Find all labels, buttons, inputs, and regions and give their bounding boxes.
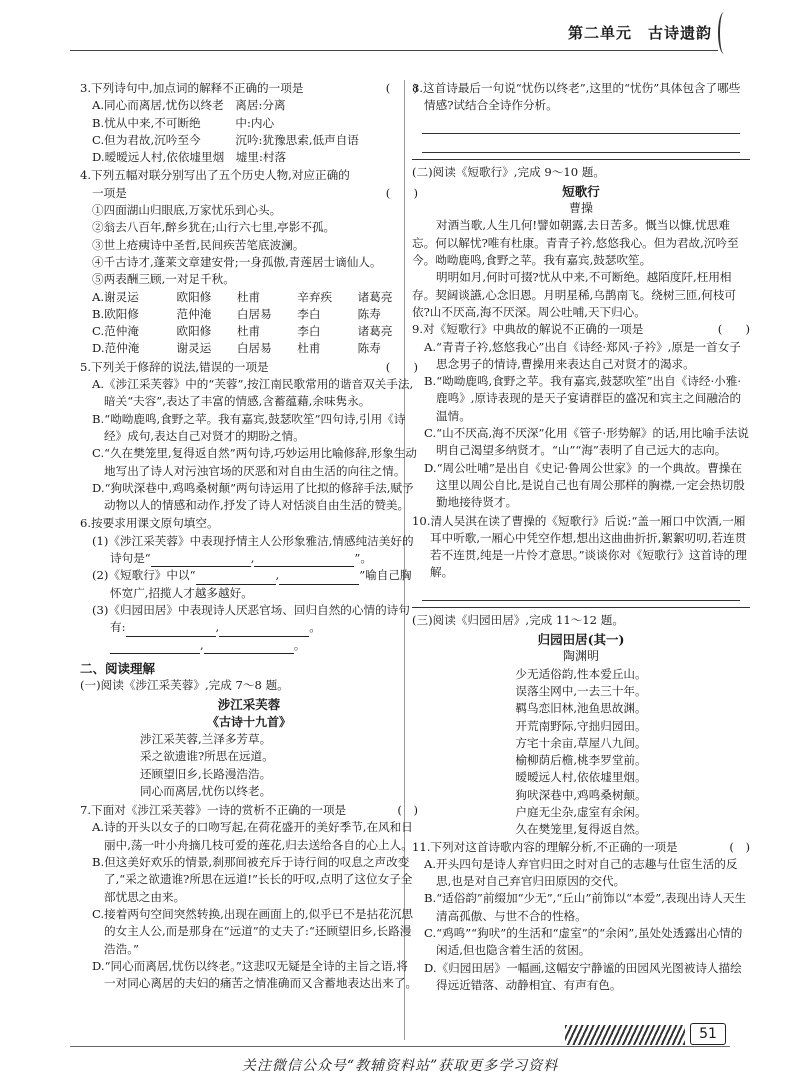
unit-title: 第二单元 古诗遗韵 [567, 24, 712, 42]
reading-instruction: (一)阅读《涉江采芙蓉》,完成 7～8 题。 [80, 678, 289, 693]
option-b[interactable]: B.欧阳修 范仲淹 白居易 李白 陈寿 [92, 306, 381, 321]
option-c[interactable]: C.“鸡鸣”“狗吠”的生活和“虚室”的“余闲”,虽处处透露出心情的闲适,但也隐含着生活的贫困。 [424, 926, 743, 958]
option-c[interactable]: C.接着两句空间突然转换,出现在画面上的,似乎已不是拈花沉思的女主人公,而是那身在“远道”的丈夫了:“还顾望旧乡,长路漫浩浩。” [92, 906, 413, 956]
page-number: 51 [690, 1023, 726, 1045]
poem-line: 采之欲遗谁?所思在远道。 [140, 749, 274, 764]
poem-line: 榆柳荫后檐,桃李罗堂前。 [515, 753, 647, 768]
fill-item-2: (2)《短歌行》中以“ , ”喻自己胸怀宽广,招揽人才越多越好。 [92, 568, 412, 600]
section-divider [412, 159, 750, 160]
question-stem: 4.下列五幅对联分别写出了五个历史人物,对应正确的 [80, 168, 350, 183]
fill-item-3: (3)《归园田居》中表现诗人厌恶官场、回归自然的心情的诗句有: , 。 , 。 [80, 602, 418, 654]
answer-paren[interactable]: ( ) [385, 359, 418, 374]
page-header [0, 12, 800, 52]
footer-note: 关注微信公众号“教辅资料站”获取更多学习资料 [241, 1058, 559, 1074]
couplet: ①四面湖山归眼底,万家忧乐到心头。 [92, 203, 282, 218]
answer-blank[interactable] [126, 624, 216, 637]
option-a[interactable]: A.谢灵运 欧阳修 杜甫 辛弃疾 诸葛亮 [92, 289, 393, 304]
option-d[interactable]: D.《归园田居》一幅画,这幅安宁静谧的田园风光图被诗人描绘得远近错落、动静相宜、有声有色。 [424, 960, 742, 992]
option-c[interactable]: C.“山不厌高,海不厌深”化用《管子·形势解》的话,用比喻手法说明自己渴望多纳贤才。“山”“海”表明了自己远大的志向。 [424, 426, 749, 458]
right-column [412, 80, 750, 995]
answer-blank[interactable] [254, 554, 354, 567]
couplet: ⑤两表酬三顾,一对足千秋。 [92, 272, 235, 287]
option-d[interactable]: D.暧暧远人村,依依墟里烟 墟里:村落 [92, 150, 287, 165]
option-d[interactable]: D.“同心而离居,忧伤以终老。”这悲叹无疑是全诗的主旨之语,将一对同心离居的夫妇的痛苦之情准确而又含蓄地表达出来了。 [92, 958, 418, 991]
answer-line[interactable] [422, 115, 740, 134]
question-6 [80, 515, 418, 653]
option-b[interactable]: B.但这美好欢乐的情景,刹那间被充斥于诗行间的叹息之声改变了,“采之欲遗谁?所思在远道!”长长的吁叹,点明了这位女子全部忧思之由来。 [92, 855, 413, 904]
poem-line: 久在樊笼里,复得返自然。 [515, 822, 647, 837]
poem-line: 方宅十余亩,草屋八九间。 [515, 735, 647, 750]
option-a[interactable]: A.开头四句是诗人弃官归田之时对自己的志趣与仕宦生活的反思,也是对自己弃官归田原因的交代。 [424, 856, 738, 889]
question-stem: 7.下面对《涉江采芙蓉》一诗的赏析不正确的一项是 [80, 803, 347, 818]
option-c[interactable]: C.但为君故,沉吟至今 沉吟:犹豫思索,低声自语 [92, 132, 359, 147]
question-9 [412, 321, 750, 511]
question-stem: 3.下列诗句中,加点词的解释不正确的一项是 [80, 81, 304, 95]
option-c[interactable]: C.“久在樊笼里,复得返自然”两句诗,巧妙运用比喻修辞,形象生动地写出了诗人对污浊官场的厌恶和对自由生活的向往之情。 [92, 446, 417, 478]
poem-line: 狗吠深巷中,鸡鸣桑树颠。 [515, 787, 647, 802]
question-stem: 11.下列对这首诗歌内容的理解分析,不正确的一项是 [412, 839, 678, 854]
answer-line[interactable] [422, 582, 740, 601]
answer-line[interactable] [422, 134, 740, 153]
header-decoration [718, 12, 730, 54]
answer-paren[interactable]: ( ) [717, 322, 750, 337]
poem-line: 同心而离居,忧伤以终老。 [140, 783, 272, 798]
poem-line: 户庭无尘杂,虚室有余闲。 [515, 804, 647, 819]
answer-blank[interactable] [279, 572, 359, 585]
poem-line: 误落尘网中,一去三十年。 [515, 683, 647, 698]
question-stem: 9.对《短歌行》中典故的解说不正确的一项是 [412, 322, 644, 337]
left-column [80, 80, 418, 993]
option-b[interactable]: B.忧从中来,不可断绝 中:内心 [92, 115, 275, 130]
footer-divider [70, 1046, 730, 1047]
poem-title: 归园田居(其一) [537, 632, 625, 648]
option-d[interactable]: D.范仲淹 谢灵运 白居易 杜甫 陈寿 [92, 341, 381, 356]
answer-blank[interactable] [219, 624, 309, 637]
poem-title: 涉江采芙蓉 [217, 697, 281, 713]
poem-text: 明明如月,何时可掇?忧从中来,不可断绝。越陌度阡,枉用相存。契阔谈讌,心念旧恩。月明星稀,乌鹊南飞。绕树三匝,何枝可依?山不厌高,海不厌深。周公吐哺,天下归心。 [412, 270, 737, 319]
poem-line: 涉江采芙蓉,兰泽多芳草。 [140, 731, 272, 746]
header-divider [70, 50, 718, 51]
answer-blank[interactable] [151, 554, 251, 567]
poem-title: 短歌行 [562, 183, 600, 199]
option-b[interactable]: B.“适俗韵”前缀加“少无”,“丘山”前饰以“本爱”,表现出诗人天生清高孤傲、与世不合的性格。 [424, 891, 747, 923]
option-b[interactable]: B.“呦呦鹿鸣,食野之苹。我有嘉宾,鼓瑟吹笙”出自《诗经·小雅·鹿鸣》,原诗表现的是天子宴请群臣的盛况和宾主之间融洽的温情。 [424, 374, 742, 423]
question-stem: 5.下列关于修辞的说法,错误的一项是 [80, 359, 269, 374]
question-stem: 8.这首诗最后一句说“忧伤以终老”,这里的“忧伤”具体包含了哪些情感?试结合全诗作分析。 [412, 81, 741, 113]
question-11 [412, 839, 750, 995]
poem-line: 羁鸟恋旧林,池鱼思故渊。 [515, 701, 647, 716]
reading-instruction: (二)阅读《短歌行》,完成 9～10 题。 [412, 164, 605, 179]
poem-author: 曹操 [568, 201, 593, 216]
question-stem: 10.清人吴淇在读了曹操的《短歌行》后说:“盖一厢口中饮酒,一厢耳中听歌,一厢心中凭空作想,想出这曲曲折折,絮絮叨叨,若连贯若不连贯,纯是一片怜才意思。”谈谈你对《短歌行》这首诗的理解。 [412, 513, 747, 580]
question-5 [80, 359, 418, 515]
option-d[interactable]: D.“周公吐哺”是出自《史记·鲁周公世家》的一个典故。曹操在这里以周公自比,是说自己也有周公那样的胸襟,一定会热切殷勤地接待贤才。 [424, 460, 745, 510]
section-heading: 二、阅读理解 [80, 660, 156, 676]
question-stem: 6.按要求用课文原句填空。 [80, 516, 219, 531]
answer-paren[interactable]: ( ) [729, 839, 750, 854]
poem-author: 陶渊明 [562, 649, 599, 664]
couplet: ③世上疮痍诗中圣哲,民间疾苦笔底波澜。 [92, 237, 305, 252]
option-c[interactable]: C.范仲淹 欧阳修 杜甫 李白 诸葛亮 [92, 324, 393, 339]
answer-paren[interactable]: ( ) [397, 803, 418, 818]
option-a[interactable]: A.同心而离居,忧伤以终老 离居:分离 [92, 98, 286, 113]
footer-decoration [565, 1025, 685, 1045]
answer-blank[interactable] [110, 641, 200, 654]
question-3 [80, 80, 418, 166]
question-7 [80, 802, 418, 992]
question-10 [412, 513, 750, 601]
option-b[interactable]: B.“呦呦鹿鸣,食野之苹。我有嘉宾,鼓瑟吹笙”四句诗,引用《诗经》成句,表达自己对贤才的期盼之情。 [92, 411, 406, 443]
question-4 [80, 167, 418, 357]
poem-line: 暧暧远人村,依依墟里烟。 [515, 770, 647, 785]
answer-blank[interactable] [204, 641, 294, 654]
option-a[interactable]: A.“青青子衿,悠悠我心”出自《诗经·郑风·子衿》,原是一首女子思念男子的情诗,曹操用来表达自己对贤才的渴求。 [424, 339, 741, 371]
poem-line: 开荒南野际,守拙归园田。 [515, 718, 647, 733]
question-stem-2: 一项是 [92, 185, 127, 200]
couplet: ④千古诗才,蓬莱文章建安骨;一身孤傲,青莲居士谪仙人。 [92, 254, 382, 269]
question-8 [412, 80, 750, 153]
poem-source: 《古诗十九首》 [206, 714, 291, 729]
poem-line: 少无适俗韵,性本爱丘山。 [515, 666, 647, 681]
reading-instruction: (三)阅读《归园田居》,完成 11～12 题。 [412, 612, 624, 627]
option-a[interactable]: A.诗的开头以女子的口吻写起,在荷花盛开的美好季节,在风和日丽中,荡一叶小舟摘几枝可爱的莲花,归去送给各自的心上人。 [92, 820, 413, 852]
poem-line: 还顾望旧乡,长路漫浩浩。 [140, 766, 272, 781]
option-d[interactable]: D.“狗吠深巷中,鸡鸣桑树颠”两句诗运用了比拟的修辞手法,赋予动物以人的情感和动作,抒发了诗人对恬淡自由生活的赞美。 [92, 480, 414, 513]
answer-blank[interactable] [196, 572, 276, 585]
couplet: ②翁去八百年,醉乡犹在;山行六七里,亭影不孤。 [92, 220, 336, 235]
option-a[interactable]: A.《涉江采芙蓉》中的“芙蓉”,按江南民歌常用的谐音双关手法,暗关“夫容”,表达了丰富的情感,含蓄蕴藉,余味隽永。 [92, 377, 414, 409]
poem-text: 对酒当歌,人生几何!譬如朝露,去日苦多。慨当以慷,忧思难忘。何以解忧?唯有杜康。青青子衿,悠悠我心。但为君故,沉吟至今。呦呦鹿鸣,食野之苹。我有嘉宾,鼓瑟吹笙。 [412, 218, 739, 268]
answer-paren[interactable]: ( ) [385, 81, 418, 95]
answer-paren[interactable]: ( ) [385, 185, 418, 200]
fill-item-1: (1)《涉江采芙蓉》中表现抒情主人公形象雅洁,情感纯洁美好的诗句是“ , ”。 [80, 533, 418, 568]
section-divider [412, 607, 750, 608]
